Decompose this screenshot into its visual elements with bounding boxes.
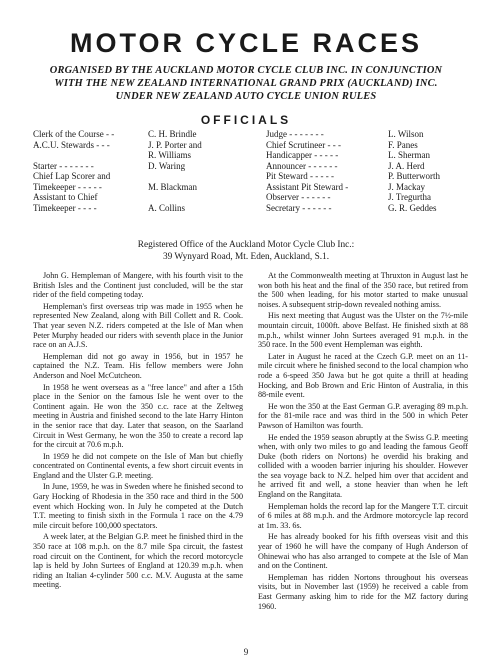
article-paragraph: A week later, at the Belgian G.P. meet he finished third in the 350 race at 108 m.p.h. on the 8.7 mile Spa circuit, the fastest road circuit on the Continent, for which the record motorcycle lap is held by John Surtees of England at 120.39 m.p.h. when riding an Italian 4-cylinder 500 c.c. M.V. Augusta at the same meeting. — [33, 532, 243, 590]
official-row — [266, 150, 476, 161]
official-name: L. Wilson — [388, 129, 424, 139]
official-role: Clerk of the Course - - — [33, 129, 115, 139]
official-role: Secretary - - - - - - — [266, 202, 332, 213]
official-name: D. Waring — [148, 160, 186, 171]
official-role: Timekeeper - - - - — [33, 202, 97, 213]
official-name: J. P. Porter and — [148, 139, 202, 150]
official-row — [266, 182, 476, 193]
official-name: J. Tregurtha — [388, 192, 432, 202]
article-paragraph: In June, 1959, he was in Sweden where he finished second to Gary Hocking of Rhodesia in the 350 race and third in the 500 event which Hocking won. In July he competed at the Dutch T.T. meeting to finish sixth in the Formula 1 race on the 4.79 mile circuit before 100,000 spectators. — [33, 482, 243, 530]
page-title: MOTOR CYCLE RACES — [69, 28, 423, 58]
article-paragraph: He ended the 1959 season abruptly at the Swiss G.P. meeting when, with only two miles to go and leading the famous Geoff Duke (both riders on Nortons) he overdid his braking and collided with a wooden barrier injuring his shoulder. However the sea voyage back to N.Z. helped him over that accident and he arrived fit and well, a stone heavier than when he left England on the Rangitata. — [258, 432, 468, 500]
registered-office-line: Registered Office of the Auckland Motor Cycle Club Inc.: — [137, 240, 355, 250]
subtitle-line: UNDER NEW ZEALAND AUTO CYCLE UNION RULES — [115, 91, 377, 102]
official-row — [33, 192, 243, 203]
article-column-left — [33, 271, 243, 592]
official-role: A.C.U. Stewards - - - — [33, 139, 110, 150]
subtitle-line: ORGANISED BY THE AUCKLAND MOTOR CYCLE CLUB INC. IN CONJUNCTION — [49, 65, 443, 76]
official-row — [266, 129, 476, 140]
official-name: J. A. Herd — [388, 160, 425, 171]
official-row — [266, 203, 476, 214]
officials-list-left — [33, 129, 243, 213]
official-role: Announcer - - - - - - — [266, 160, 338, 171]
official-role: Judge - - - - - - - — [266, 129, 324, 139]
official-name: A. Collins — [148, 202, 186, 213]
official-name: G. R. Geddes — [388, 202, 437, 213]
official-row — [33, 182, 243, 193]
official-row — [266, 171, 476, 182]
official-role — [33, 150, 148, 161]
article-paragraph: Hempleman has ridden Nortons throughout his overseas visits, but in November last (1959) he received a cable from East Germany asking him to ride for the MZ factory during 1960. — [258, 572, 468, 611]
article-paragraph: Hempleman holds the record lap for the Mangere T.T. circuit of 6 miles at 88 m.p.h. and the Ardmore motorcycle lap record at 1m. 33. 6s. — [258, 501, 468, 530]
official-role: Assistant to Chief — [33, 192, 98, 202]
subtitle-line: WITH THE NEW ZEALAND INTERNATIONAL GRAND PRIX (AUCKLAND) INC. — [54, 78, 438, 89]
official-role: Timekeeper - - - - - — [33, 181, 102, 192]
official-name: F. Panes — [388, 139, 418, 150]
article-column-right — [258, 271, 468, 613]
official-row — [33, 140, 243, 151]
official-name: M. Blackman — [148, 181, 197, 192]
officials-list-right — [266, 129, 476, 213]
official-name: C. H. Brindle — [148, 129, 197, 139]
official-name: P. Butterworth — [388, 171, 441, 181]
registered-office — [0, 240, 492, 263]
page-number: 9 — [243, 647, 249, 657]
article-paragraph: John G. Hempleman of Mangere, with his fourth visit to the British Isles and the Continent just concluded, will be the star rider of the field competing today. — [33, 271, 243, 300]
official-role: Pit Steward - - - - - — [266, 171, 334, 181]
official-row — [33, 161, 243, 172]
official-role: Handicapper - - - - - — [266, 150, 339, 160]
official-name: R. Williams — [148, 150, 191, 160]
official-row — [33, 129, 243, 140]
official-row — [33, 171, 243, 182]
article-paragraph: In 1959 he did not compete on the Isle of Man but chiefly concentrated on Continental events, a few short circuit events in England and the Ulster G.P. meeting. — [33, 451, 243, 480]
official-name — [148, 171, 243, 182]
article-paragraph: Hempleman's first overseas trip was made in 1955 when he represented New Zealand, along with Bill Collett and R. Cook. That year seven N.Z. riders competed at the Isle of Man when Peter Murphy headed our riders with seventh place in the Junior race on an A.J.S. — [33, 301, 243, 350]
article-paragraph: Hempleman did not go away in 1956, but in 1957 he captained the N.Z. Team. His fellow members were John Anderson and Noel McCutcheon. — [33, 351, 243, 380]
official-row — [266, 161, 476, 172]
article-paragraph: At the Commonwealth meeting at Thruxton in August last he won both his heat and the final of the 350 race, but retired from the 500 when leading, for his motor started to make unusual noises. A subsequent strip-down revealed nothing amiss. — [258, 271, 468, 309]
organiser-subtitle — [18, 64, 474, 103]
article-paragraph: Later in August he raced at the Czech G.P. meet on an 11-mile circuit where he finished second to the local champion who rode a 6-speed 350 Jawa but he got quite a thrill at heading Hocking, and Bob Brown and Eric Hinton of Australia, in this 88-mile event. — [258, 351, 468, 400]
article-paragraph: He won the 350 at the East German G.P. averaging 89 m.p.h. for the 81-mile race and was third in the 500 in which Peter Pawson of Hamilton was fourth. — [258, 401, 468, 430]
article-paragraph: He has already booked for his fifth overseas visit and this year of 1960 he will have the company of Hugh Anderson of Ohinewai who has also arranged to compete at the Isle of Man and on the Continent. — [258, 532, 468, 571]
official-role: Starter - - - - - - - — [33, 160, 94, 171]
official-name — [148, 192, 243, 203]
official-row — [33, 150, 243, 161]
official-row — [266, 192, 476, 203]
official-role: Assistant Pit Steward - — [266, 181, 349, 192]
official-name: J. Mackay — [388, 181, 425, 192]
registered-office-address: 39 Wynyard Road, Mt. Eden, Auckland, S.1. — [162, 251, 330, 262]
article-paragraph: In 1958 he went overseas as a "free lance" and after a 15th place in the Senior on the famous Isle he went over to the Continent again. He won the 350 c.c. race at the Zeltweg meeting in Austria and finished second to the late Harry Hinton in the senior race that day. Later that season, on the Saarland Circuit in West Germany, he won the 350 to create a record lap for the circuit at 70.6 m.p.h. — [33, 382, 243, 450]
official-role: Observer - - - - - - — [266, 192, 331, 202]
official-row — [33, 203, 243, 214]
official-role: Chief Scrutineer - - - — [266, 139, 341, 150]
official-row — [266, 140, 476, 151]
official-name: L. Sherman — [388, 150, 430, 160]
article-paragraph: His next meeting that August was the Ulster on the 7½-mile mountain circuit, 1000ft. above Belfast. He finished sixth at 88 m.p.h., whilst winner John Surtees averaged 91 m.p.h. in the 350 race. In the 500 event Hempleman was eighth. — [258, 311, 468, 350]
official-role: Chief Lap Scorer and — [33, 171, 111, 181]
officials-heading: OFFICIALS — [200, 113, 292, 127]
